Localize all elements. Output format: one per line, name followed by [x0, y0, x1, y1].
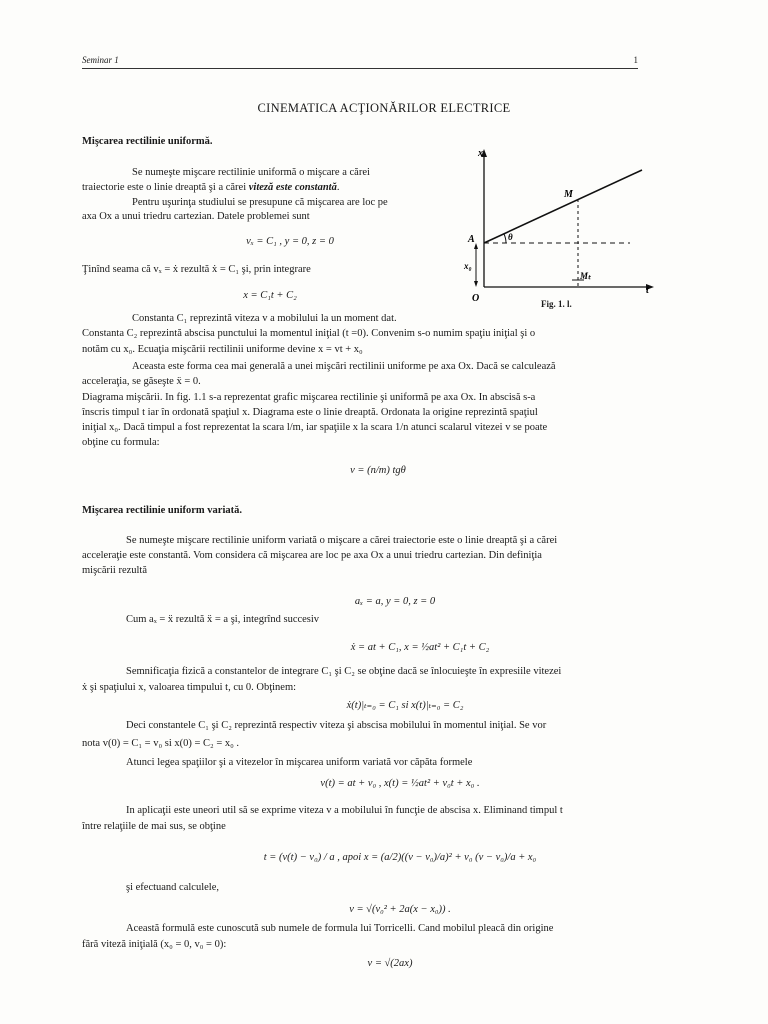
equation-uv-integration: ẋ = at + C₁, x = ½at² + C₁t + C₂	[350, 642, 490, 653]
label-x-axis: x	[478, 148, 483, 159]
para-eliminate-time-line2: între relaţiile de mai sus, se obţine	[82, 821, 226, 832]
equation-initial-values: ẋ(t)|ₜ₌₀ = C₁ si x(t)|ₜ₌₀ = C₂	[346, 700, 464, 711]
theta-arc	[504, 234, 506, 243]
label-point-a: A	[468, 234, 475, 245]
para-performing-calculations: şi efectuand calculele,	[126, 882, 219, 893]
para-general-form-line2: acceleraţia, se găseşte ẍ = 0.	[82, 376, 201, 387]
page-number: 1	[633, 55, 638, 65]
label-t-axis: t	[646, 285, 649, 296]
para-constant-c2-line1: Constanta C₂ reprezintă abscisa punctului la momentul iniţial (t =0). Convenim s-o numim spaţiu iniţial şi o	[82, 328, 536, 339]
para-definition-text: traiectorie este o linie dreaptă şi a cărei	[82, 182, 249, 193]
para-definition-line1: Se numeşte mişcare rectilinie uniformă o mişcare a cărei	[132, 167, 370, 178]
equation-velocity-components: vₓ = C₁ , y = 0, z = 0	[246, 236, 334, 247]
equation-torricelli: v = √(v₀² + 2a(x − x₀)) .	[349, 904, 451, 915]
para-definition-line2	[82, 180, 339, 195]
para-uv-definition-line1: Se numeşte mişcare rectilinie uniform variată o mişcare a cărei traiectorie este o linie dreaptă şi a cărei	[126, 535, 558, 546]
para-physical-meaning-line1: Semnificaţia fizică a constantelor de integrare C₁ şi C₂ se obţine dacă se înlocuieşte în expresiile vitezei	[126, 666, 562, 677]
header-seminar: Seminar 1	[82, 55, 119, 65]
para-diagram-line4: obţine cu formula:	[82, 437, 160, 448]
para-constant-c2-line2: notăm cu x₀. Ecuaţia mişcării rectilinii uniforme devine x = vt + x₀	[82, 344, 363, 355]
para-torricelli-line1: Această formulă este cunoscută sub numele de formula lui Torricelli. Cand mobilul pleacă din origine	[126, 923, 554, 934]
para-eliminate-time-line1: In aplicaţii este uneori util să se exprime viteza v a mobilului în funcţie de abscisa x. Eliminand timpul t	[126, 805, 563, 816]
equation-torricelli-origin: v = √(2ax)	[367, 958, 413, 969]
equation-acceleration-components: aₓ = a, y = 0, z = 0	[354, 596, 436, 607]
label-origin: O	[472, 293, 480, 304]
equation-uv-laws: v(t) = at + v₀ , x(t) = ½at² + v₀t + x₀ .	[320, 778, 480, 789]
para-successive-integration: Cum aₓ = ẍ rezultă ẍ = a şi, integrînd succesiv	[126, 614, 320, 625]
section-variable-title: Mişcarea rectilinie uniform variată.	[82, 505, 242, 516]
section-uniform-title: Mişcarea rectilinie uniformă.	[82, 136, 213, 147]
label-point-mt: Mₜ	[580, 271, 591, 281]
label-theta: θ	[508, 232, 513, 242]
para-integration: Ţinînd seama că vₓ = ẋ rezultă ẋ = C₁ şi, prin integrare	[82, 264, 311, 275]
para-constants-meaning-line1: Deci constantele C₁ şi C₂ reprezintă respectiv viteza şi abscisa mobilului în momentul iniţial. Se vor	[126, 720, 547, 731]
para-assumption-line1: Pentru uşurinţa studiului se presupune că mişcarea are loc pe	[132, 197, 388, 208]
para-laws-intro: Atunci legea spaţiilor şi a vitezelor în mişcarea uniform variată vor căpăta formele	[126, 757, 473, 768]
page-title: CINEMATICA ACŢIONĂRILOR ELECTRICE	[257, 101, 511, 115]
equation-time-elimination: t = (v(t) − v₀) / a , apoi x = (a/2)((v − v₀)/a)² + v₀ (v − v₀)/a + x₀	[263, 852, 537, 863]
para-constant-c1: Constanta C₁ reprezintă viteza v a mobilului la un moment dat.	[132, 313, 397, 324]
para-constants-meaning-line2: nota v(0) = C₁ = v₀ si x(0) = C₂ = x₀ .	[82, 738, 240, 749]
equation-position: x = C₁t + C₂	[243, 290, 297, 301]
para-uv-definition-line3: mişcării rezultă	[82, 565, 148, 576]
figure-motion-diagram	[462, 145, 658, 313]
constant-speed-emphasis: viteză este constantă	[248, 182, 337, 193]
equation-speed-tg: v = (n/m) tgθ	[350, 465, 406, 476]
para-diagram-line2: înscris timpul t iar în ordonată spaţiul x. Diagrama este o linie dreaptă. Ordonata la origine reprezintă spaţiul	[82, 407, 538, 418]
para-definition-end: .	[336, 182, 340, 193]
para-general-form-line1: Aceasta este forma cea mai generală a unei mişcări rectilinii uniforme pe axa Ox. Dacă se calculează	[132, 361, 556, 372]
para-diagram-line3: iniţial x₀. Dacă timpul a fost reprezentat la scara l/m, iar spaţiile x la scara 1/n atunci scalarul vitezei v se poate	[82, 422, 548, 433]
page-header	[82, 54, 638, 69]
para-uv-definition-line2: acceleraţie este constantă. Vom considera că mişcarea are loc pe axa Ox a unui triedru cartezian. Din definiţia	[82, 550, 542, 561]
para-diagram-line1: Diagrama mişcării. In fig. 1.1 s-a reprezentat grafic mişcarea rectilinie şi uniformă pe axa Ox. In abscisă s-a	[82, 392, 536, 403]
para-physical-meaning-line2: ẋ şi spaţiului x, valoarea timpului t, cu 0. Obţinem:	[82, 682, 297, 693]
label-point-m: M	[564, 189, 573, 200]
figure-caption: Fig. 1. l.	[541, 299, 572, 309]
label-x0: x₀	[464, 261, 472, 271]
para-torricelli-line2: fără viteză iniţială (x₀ = 0, v₀ = 0):	[82, 939, 227, 950]
para-assumption-line2: axa Ox a unui triedru cartezian. Datele problemei sunt	[82, 211, 310, 222]
